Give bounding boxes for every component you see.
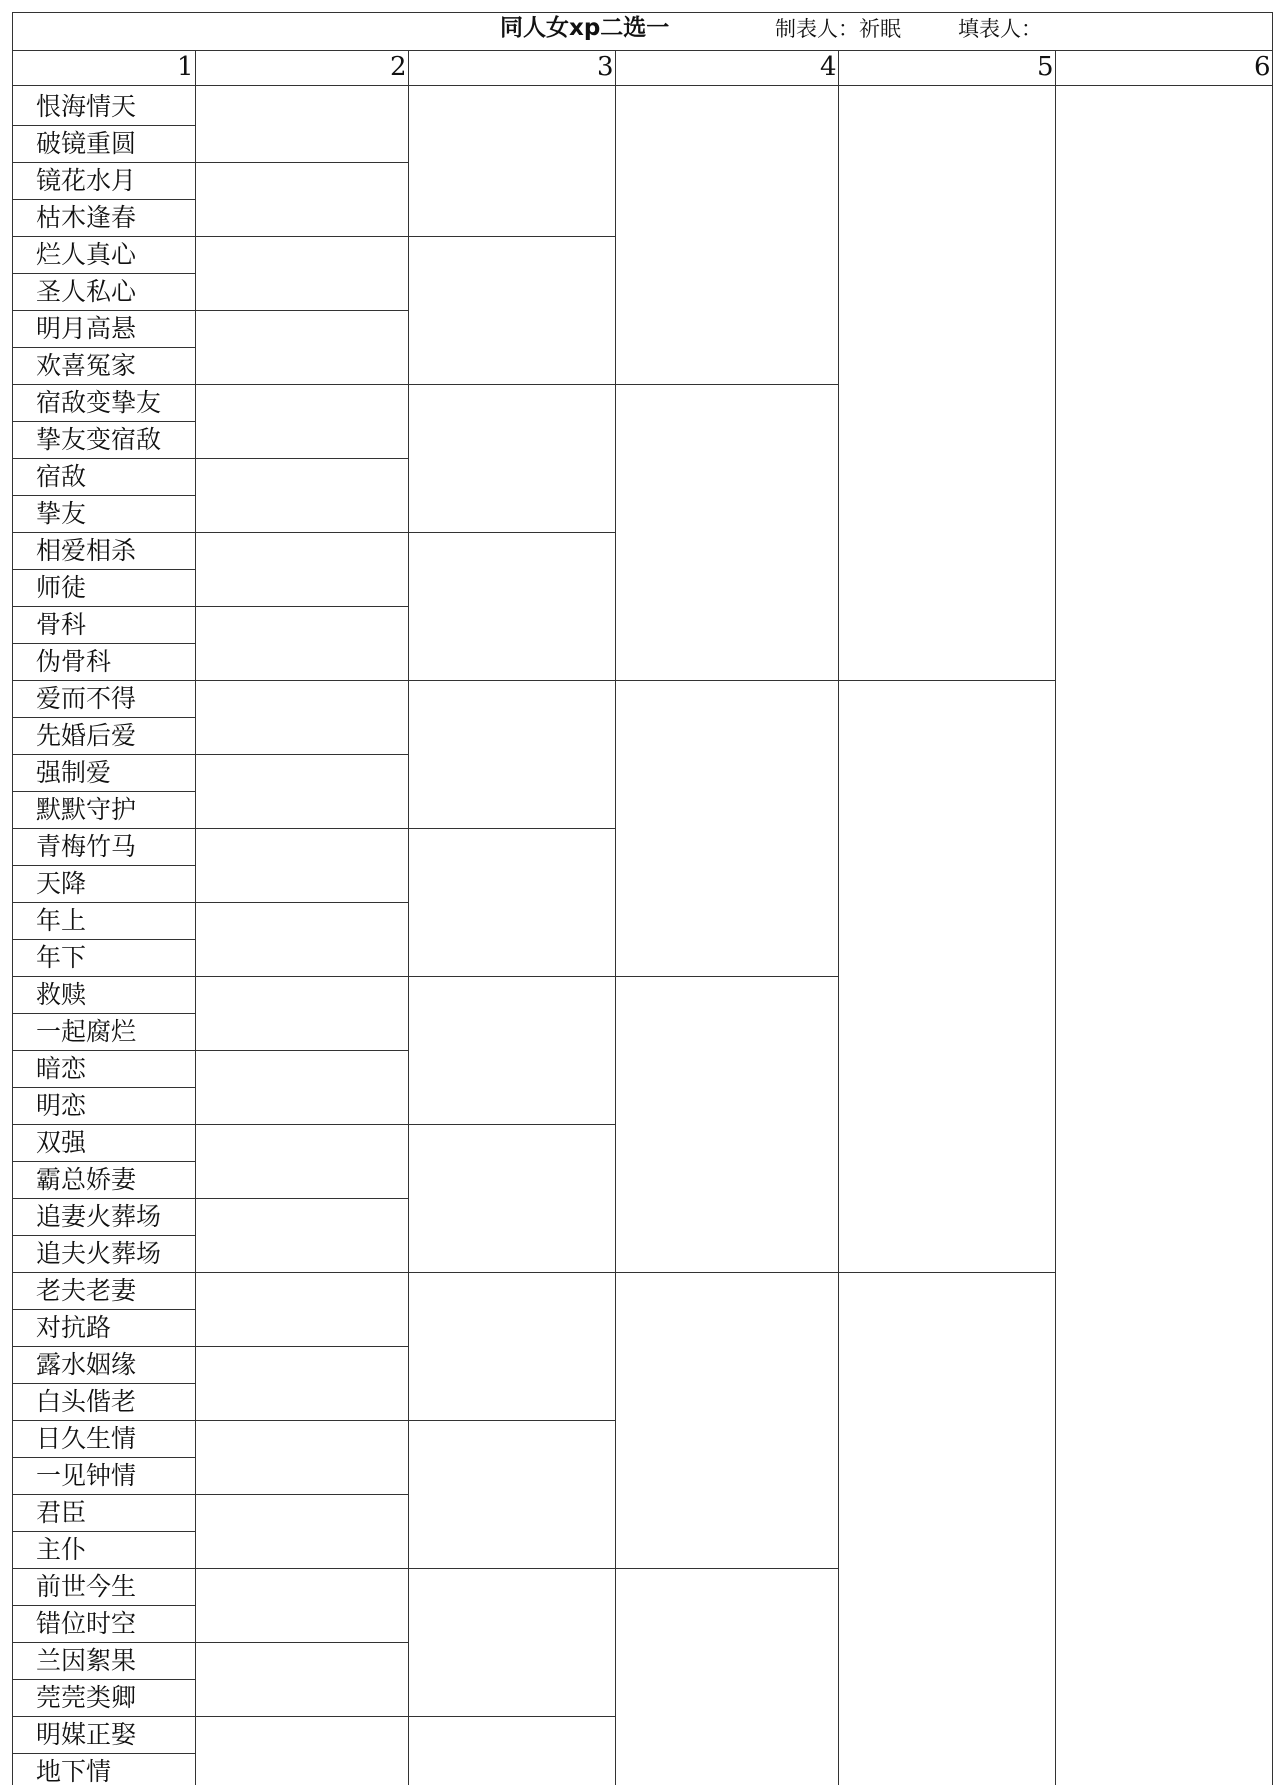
entry-underline <box>12 1457 195 1458</box>
bracket-entry: 挚友 <box>36 499 87 528</box>
bracket-entry: 一见钟情 <box>36 1461 137 1490</box>
bracket-slot-line <box>195 902 408 903</box>
entry-underline <box>12 1198 195 1199</box>
bracket-slot-line <box>408 1124 615 1125</box>
entry-underline <box>12 828 195 829</box>
bracket-slot-line <box>195 606 408 607</box>
entry-underline <box>12 902 195 903</box>
bracket-entry: 破镜重圆 <box>36 129 137 158</box>
bracket-slot-line <box>195 1568 408 1569</box>
entry-underline <box>12 1013 195 1014</box>
bracket-entry: 明恋 <box>36 1091 87 1120</box>
entry-underline <box>12 347 195 348</box>
bracket-slot-line <box>195 754 408 755</box>
bracket-slot-line <box>838 680 1055 681</box>
bracket-slot-line <box>615 384 838 385</box>
bracket-slot-line <box>195 310 408 311</box>
entry-underline <box>12 384 195 385</box>
entry-underline <box>12 1383 195 1384</box>
bracket-slot-line <box>408 532 615 533</box>
bracket-entry: 欢喜冤家 <box>36 351 137 380</box>
bracket-slot-line <box>195 1124 408 1125</box>
bracket-slot-line <box>195 680 408 681</box>
bracket-entry: 白头偕老 <box>36 1387 137 1416</box>
bracket-entry: 年上 <box>36 906 87 935</box>
bracket-slot-line <box>195 532 408 533</box>
column-number-6: 6 <box>1254 52 1271 82</box>
bracket-entry: 年下 <box>36 943 87 972</box>
entry-underline <box>12 1605 195 1606</box>
bracket-entry: 圣人私心 <box>36 277 137 306</box>
entry-underline <box>12 569 195 570</box>
entry-underline <box>12 1272 195 1273</box>
bracket-entry: 日久生情 <box>36 1424 137 1453</box>
column-number-1: 1 <box>177 52 194 82</box>
bracket-entry: 追妻火葬场 <box>36 1202 162 1231</box>
bracket-entry: 强制爱 <box>36 758 112 787</box>
bracket-slot-line <box>195 976 408 977</box>
entry-underline <box>12 199 195 200</box>
bracket-entry: 相爱相杀 <box>36 536 137 565</box>
frame-left <box>12 12 13 1785</box>
entry-underline <box>12 865 195 866</box>
entry-underline <box>12 1087 195 1088</box>
bracket-slot-line <box>195 828 408 829</box>
bracket-entry: 一起腐烂 <box>36 1017 137 1046</box>
entry-underline <box>12 1753 195 1754</box>
entry-underline <box>12 939 195 940</box>
column-number-4: 4 <box>820 52 837 82</box>
bracket-entry: 镜花水月 <box>36 166 137 195</box>
entry-underline <box>12 717 195 718</box>
bracket-slot-line <box>195 162 408 163</box>
entry-underline <box>12 1531 195 1532</box>
bracket-entry: 老夫老妻 <box>36 1276 137 1305</box>
table-maker: 制表人：祈眠 <box>775 17 901 41</box>
bracket-entry: 对抗路 <box>36 1313 112 1342</box>
column-divider <box>838 50 839 1785</box>
table-filler-label: 填表人： <box>958 17 1042 41</box>
column-divider <box>1055 50 1056 1785</box>
bracket-slot-line <box>195 1420 408 1421</box>
bracket-entry: 默默守护 <box>36 795 137 824</box>
bracket-entry: 烂人真心 <box>36 240 137 269</box>
entry-underline <box>12 458 195 459</box>
entry-underline <box>12 1679 195 1680</box>
bracket-slot-line <box>838 1272 1055 1273</box>
frame-top <box>12 12 1272 13</box>
bracket-slot-line <box>195 384 408 385</box>
entry-underline <box>12 976 195 977</box>
bracket-entry: 天降 <box>36 869 87 898</box>
entry-underline <box>12 1346 195 1347</box>
bracket-entry: 霸总娇妻 <box>36 1165 137 1194</box>
bracket-entry: 枯木逢春 <box>36 203 137 232</box>
entry-underline <box>12 643 195 644</box>
entry-underline <box>12 421 195 422</box>
bracket-slot-line <box>195 1272 408 1273</box>
column-divider <box>408 50 409 1785</box>
bracket-slot-line <box>195 236 408 237</box>
entry-underline <box>12 1568 195 1569</box>
bracket-entry: 先婚后爱 <box>36 721 137 750</box>
entry-underline <box>12 273 195 274</box>
entry-underline <box>12 532 195 533</box>
entry-underline <box>12 1716 195 1717</box>
bracket-slot-line <box>408 680 615 681</box>
entry-underline <box>12 1124 195 1125</box>
entry-underline <box>12 125 195 126</box>
bracket-entry: 骨科 <box>36 610 87 639</box>
bracket-slot-line <box>408 1272 615 1273</box>
bracket-slot-line <box>615 1568 838 1569</box>
bracket-slot-line <box>195 1642 408 1643</box>
bracket-entry: 恨海情天 <box>36 92 137 121</box>
bracket-entry: 宿敌 <box>36 462 87 491</box>
bracket-slot-line <box>408 976 615 977</box>
entry-underline <box>12 1050 195 1051</box>
bracket-slot-line <box>408 1420 615 1421</box>
bracket-entry: 莞莞类卿 <box>36 1683 137 1712</box>
entry-underline <box>12 1494 195 1495</box>
entry-underline <box>12 495 195 496</box>
bracket-entry: 宿敌变挚友 <box>36 388 162 417</box>
column-number-divider <box>12 85 1272 86</box>
bracket-slot-line <box>615 680 838 681</box>
bracket-entry: 明媒正娶 <box>36 1720 137 1749</box>
entry-underline <box>12 1309 195 1310</box>
bracket-entry: 明月高悬 <box>36 314 137 343</box>
bracket-slot-line <box>408 236 615 237</box>
column-number-5: 5 <box>1037 52 1054 82</box>
bracket-slot-line <box>195 458 408 459</box>
bracket-entry: 伪骨科 <box>36 647 112 676</box>
entry-underline <box>12 1235 195 1236</box>
entry-underline <box>12 791 195 792</box>
entry-underline <box>12 1161 195 1162</box>
sheet-title: 同人女xp二选一 <box>500 15 670 41</box>
column-divider <box>615 50 616 1785</box>
bracket-entry: 挚友变宿敌 <box>36 425 162 454</box>
bracket-entry: 兰因絮果 <box>36 1646 137 1675</box>
frame-right <box>1272 12 1273 1785</box>
bracket-entry: 师徒 <box>36 573 87 602</box>
header-divider <box>12 50 1272 51</box>
bracket-slot-line <box>408 384 615 385</box>
entry-underline <box>12 310 195 311</box>
bracket-entry: 追夫火葬场 <box>36 1239 162 1268</box>
bracket-entry: 青梅竹马 <box>36 832 137 861</box>
bracket-slot-line <box>195 1050 408 1051</box>
bracket-slot-line <box>195 1716 408 1717</box>
entry-underline <box>12 1420 195 1421</box>
bracket-entry: 爱而不得 <box>36 684 137 713</box>
bracket-entry: 暗恋 <box>36 1054 87 1083</box>
entry-underline <box>12 680 195 681</box>
bracket-entry: 双强 <box>36 1128 87 1157</box>
entry-underline <box>12 1642 195 1643</box>
bracket-slot-line <box>195 1346 408 1347</box>
bracket-entry: 君臣 <box>36 1498 87 1527</box>
bracket-slot-line <box>195 1494 408 1495</box>
column-number-3: 3 <box>597 52 614 82</box>
entry-underline <box>12 754 195 755</box>
bracket-slot-line <box>615 976 838 977</box>
bracket-slot-line <box>615 1272 838 1273</box>
bracket-entry: 错位时空 <box>36 1609 137 1638</box>
entry-underline <box>12 606 195 607</box>
bracket-slot-line <box>408 1716 615 1717</box>
bracket-entry: 地下情 <box>36 1757 112 1786</box>
entry-underline <box>12 162 195 163</box>
column-number-2: 2 <box>390 52 407 82</box>
bracket-slot-line <box>408 1568 615 1569</box>
bracket-entry: 露水姻缘 <box>36 1350 137 1379</box>
bracket-entry: 前世今生 <box>36 1572 137 1601</box>
entry-underline <box>12 236 195 237</box>
bracket-entry: 救赎 <box>36 980 87 1009</box>
bracket-entry: 主仆 <box>36 1535 87 1564</box>
bracket-slot-line <box>408 828 615 829</box>
bracket-slot-line <box>195 1198 408 1199</box>
